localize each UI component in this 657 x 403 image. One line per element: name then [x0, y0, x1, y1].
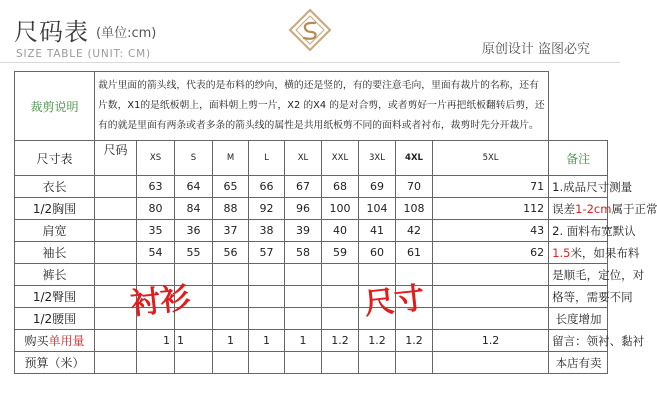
cell-value: 70	[396, 176, 433, 198]
size-label: 尺码	[95, 141, 137, 176]
size-header-s: S	[175, 141, 213, 176]
cell-value: 61	[396, 242, 433, 264]
cell-value: 57	[249, 242, 285, 264]
notes-row	[15, 72, 608, 141]
row-label	[15, 330, 95, 352]
remark-text: 2. 面料布宽默认	[549, 220, 608, 242]
cell-value: 64	[175, 176, 213, 198]
cell-value: 43	[433, 220, 549, 242]
cell-value: 1	[137, 330, 175, 352]
table-row	[15, 330, 608, 352]
remark-text: 本店有卖	[549, 352, 608, 374]
cell-value: 80	[137, 198, 175, 220]
cell-value: 68	[322, 176, 359, 198]
cell-value: 66	[249, 176, 285, 198]
cell-value: 40	[322, 220, 359, 242]
cell-value: 112	[433, 198, 549, 220]
cell-value: 108	[396, 198, 433, 220]
table-row	[15, 220, 608, 242]
cell-value: 1	[175, 330, 213, 352]
size-header-xl: XL	[285, 141, 322, 176]
remark-text	[549, 242, 640, 264]
unit-label: (单位:cm)	[96, 26, 157, 41]
cell-value: 54	[137, 242, 175, 264]
size-header-row	[15, 141, 608, 176]
cell-value: 71	[433, 176, 549, 198]
remark-text	[549, 198, 657, 220]
remark-text: 留言：领衬、黏衬	[549, 330, 608, 352]
cell-value: 88	[213, 198, 249, 220]
remark-text: 长度增加	[549, 308, 608, 330]
cell-value: 100	[322, 198, 359, 220]
cell-value: 84	[175, 198, 213, 220]
handwritten-garment-label: 衬衫	[128, 280, 193, 323]
remark-highlight: 1.5	[552, 245, 571, 260]
handwritten-size-label: 尺寸	[362, 280, 427, 323]
cell-value: 56	[213, 242, 249, 264]
remark-text: 1.成品尺寸测量	[549, 176, 608, 198]
row-label: 1/2腰围	[15, 308, 95, 330]
cell-value: 60	[359, 242, 396, 264]
cell-value: 39	[285, 220, 322, 242]
cell-value: 38	[249, 220, 285, 242]
brand-logo-icon	[288, 8, 332, 52]
page-subtitle: SIZE TABLE (UNIT: CM)	[16, 48, 151, 60]
header-divider	[0, 62, 620, 63]
cell-value: 41	[359, 220, 396, 242]
cell-value: 42	[396, 220, 433, 242]
row-label: 预算（米）	[15, 352, 95, 374]
cell-value: 1.2	[396, 330, 433, 352]
corner-label: 尺寸表	[15, 141, 95, 176]
cell-value: 37	[213, 220, 249, 242]
table-row	[15, 242, 608, 264]
row-label: 1/2臀围	[15, 286, 95, 308]
cell-value: 1	[213, 330, 249, 352]
size-table	[14, 71, 657, 374]
cell-value: 96	[285, 198, 322, 220]
table-row	[15, 308, 608, 330]
cell-value: 58	[285, 242, 322, 264]
size-header-l: L	[249, 141, 285, 176]
table-row	[15, 176, 608, 198]
cell-value: 69	[359, 176, 396, 198]
notes-label: 裁剪说明	[15, 72, 95, 141]
row-label: 袖长	[15, 242, 95, 264]
copyright-notice: 原创设计 盗图必究	[481, 42, 590, 57]
cell-value: 65	[213, 176, 249, 198]
cell-value: 1	[249, 330, 285, 352]
size-header-xs: XS	[137, 141, 175, 176]
table-row	[15, 352, 608, 374]
remark-text: 是顺毛，定位，对	[549, 264, 608, 286]
remark-text: 格等，需要不同	[549, 286, 608, 308]
size-header-3xl: 3XL	[359, 141, 396, 176]
cell-value: 1	[285, 330, 322, 352]
notes-text: 裁片里面的箭头线，代表的是布料的纱向，横的还是竖的，有的要注意毛向，里面有裁片的名称，还有片数，X1的是纸板朝上，面料朝上剪一片，X2 的X4 的是对合剪，或者剪好一片再把纸板翻转后剪，还有的就是里面有两条或者多条的箭头线的属性是共用纸板剪不同的面料或者衬布，裁剪时先分开裁片。	[95, 72, 549, 141]
cell-value: 63	[137, 176, 175, 198]
table-row	[15, 264, 608, 286]
table-row	[15, 198, 608, 220]
size-header-5xl: 5XL	[433, 141, 549, 176]
cell-value: 36	[175, 220, 213, 242]
cell-value: 35	[137, 220, 175, 242]
cell-value: 104	[359, 198, 396, 220]
cell-value: 1.2	[322, 330, 359, 352]
row-label: 1/2胸围	[15, 198, 95, 220]
row-label: 肩宽	[15, 220, 95, 242]
size-header-m: M	[213, 141, 249, 176]
size-header-4xl: 4XL	[396, 141, 433, 176]
remark-highlight: 1-2cm	[575, 201, 612, 216]
size-header-xxl: XXL	[322, 141, 359, 176]
remarks-header: 备注	[549, 141, 608, 176]
cell-value: 62	[433, 242, 549, 264]
remark-pre: 误差	[552, 201, 576, 216]
remark-post: 米，如果布料	[570, 245, 640, 260]
cell-value: 67	[285, 176, 322, 198]
row-label: 衣长	[15, 176, 95, 198]
cell-value: 1.2	[359, 330, 396, 352]
page-title: 尺码表	[14, 18, 89, 46]
cell-value: 55	[175, 242, 213, 264]
row-label-pre: 购买	[24, 334, 49, 348]
cell-value: 92	[249, 198, 285, 220]
row-label-highlight: 单用量	[48, 334, 85, 348]
cell-value: 59	[322, 242, 359, 264]
cell-value: 1.2	[433, 330, 549, 352]
remark-post: 属于正常	[611, 201, 657, 216]
row-label: 裤长	[15, 264, 95, 286]
table-row	[15, 286, 608, 308]
